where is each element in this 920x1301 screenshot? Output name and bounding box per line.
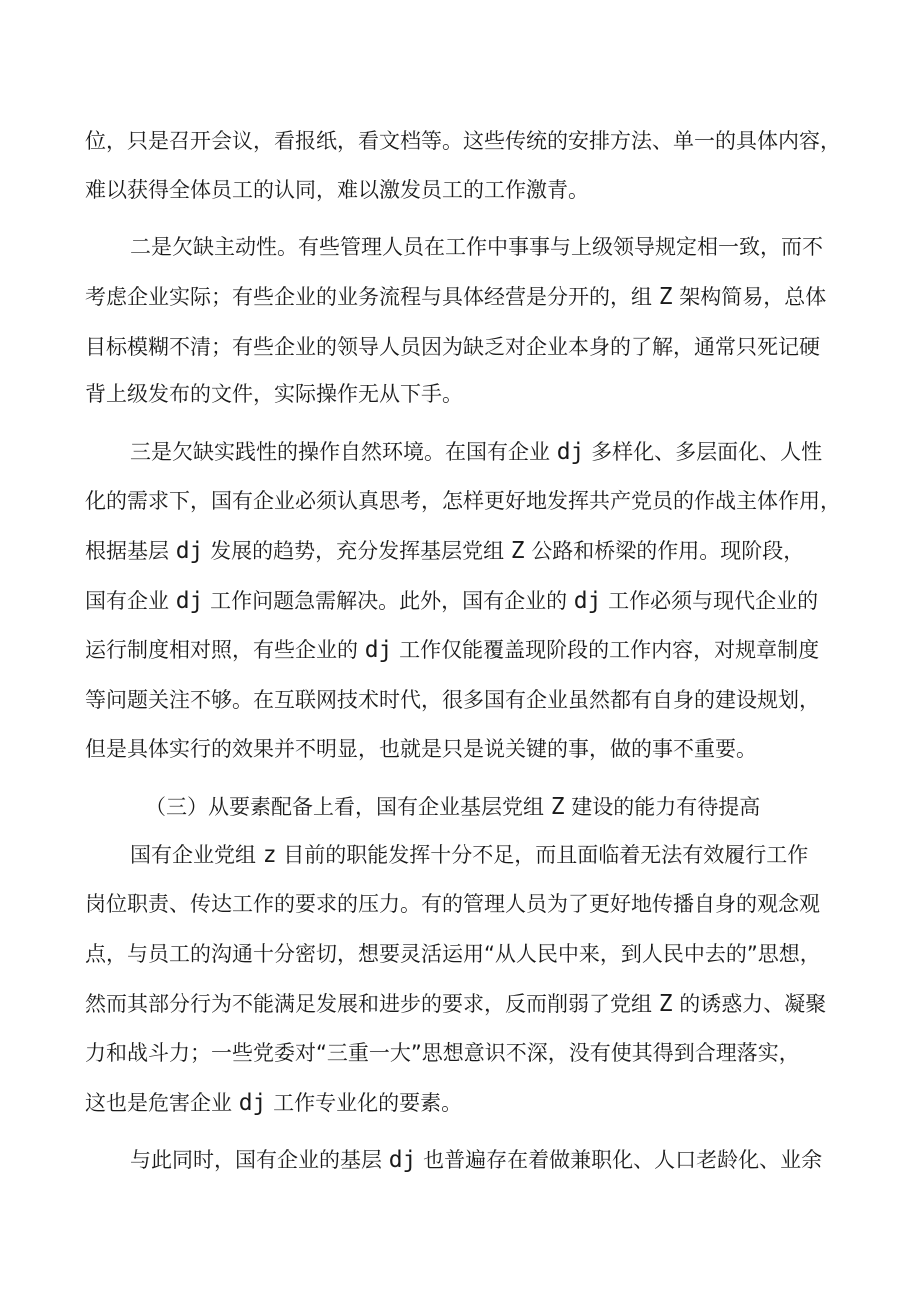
latin-fragment: dj [573,588,602,614]
section-heading: （三）从要素配备上看，国有企业基层党组 Z 建设的能力有待提高 [145,794,761,820]
paragraph-line: 国有企业党组 z 目前的职能发挥十分不足，而且面临着无法有效履行工作 [130,842,809,868]
paragraph-line: 二是欠缺主动性。有些管理人员在工作中事事与上级领导规定相一致，而不 [130,235,823,259]
latin-fragment: dj [238,1090,267,1116]
text-line: 位，只是召开会议，看报纸，看文档等。这些传统的安排方法、单一的具体内容， [85,129,841,153]
text-line: 这也是危害企业 dj 工作专业化的要素。 [85,1090,463,1116]
latin-fragment: dj [388,1147,417,1173]
text-line: 然而其部分行为不能满足发展和进步的要求，反而削弱了党组 Z 的诱惑力、凝聚 [85,991,827,1017]
paragraph-line: 与此同时，国有企业的基层 dj 也普遍存在着做兼职化、人口老龄化、业余 [130,1147,823,1173]
latin-fragment: dj [175,588,204,614]
text-line: 考虑企业实际；有些企业的业务流程与具体经营是分开的，组 Z 架构简易，总体 [85,284,827,310]
text-line: 化的需求下，国有企业必须认真思考，怎样更好地发挥共产党员的作战主体作用， [85,489,841,513]
text-line: 背上级发布的文件，实际操作无从下手。 [85,382,463,406]
text-line: 点，与员工的沟通十分密切，想要灵活运用“从人民中来，到人民中去的”思想， [85,942,821,966]
text-line: 难以获得全体员工的认同，难以激发员工的工作激青。 [85,178,589,202]
latin-fragment: Z [658,284,673,310]
latin-fragment: Z [550,794,565,820]
text-line: 目标模糊不清；有些企业的领导人员因为缺乏对企业本身的了解，通常只死记硬 [85,335,820,359]
latin-fragment: dj [556,439,585,465]
text-line: 力和战斗力；一些党委对“三重一大”思想意识不深，没有使其得到合理落实， [85,1041,800,1065]
text-line: 等问题关注不够。在互联网技术时代，很多国有企业虽然都有自身的建设规划， [85,688,820,712]
latin-fragment: z [262,842,277,868]
latin-fragment: Z [510,538,525,564]
latin-fragment: Z [658,991,673,1017]
text-line: 岗位职责、传达工作的要求的压力。有的管理人员为了更好地传播自身的观念观 [85,892,820,916]
text-line: 但是具体实行的效果并不明显，也就是只是说关键的事，做的事不重要。 [85,737,757,761]
text-line: 国有企业 dj 工作问题急需解决。此外，国有企业的 dj 工作必须与现代企业的 [85,588,819,614]
latin-fragment: dj [175,538,204,564]
text-line: 运行制度相对照，有些企业的 dj 工作仅能覆盖现阶段的工作内容，对规章制度 [85,637,820,663]
text-line: 根据基层 dj 发展的趋势，充分发挥基层党组 Z 公路和桥梁的作用。现阶段， [85,538,805,564]
latin-fragment: dj [364,637,393,663]
paragraph-line: 三是欠缺实践性的操作自然环境。在国有企业 dj 多样化、多层面化、人性 [130,439,823,465]
